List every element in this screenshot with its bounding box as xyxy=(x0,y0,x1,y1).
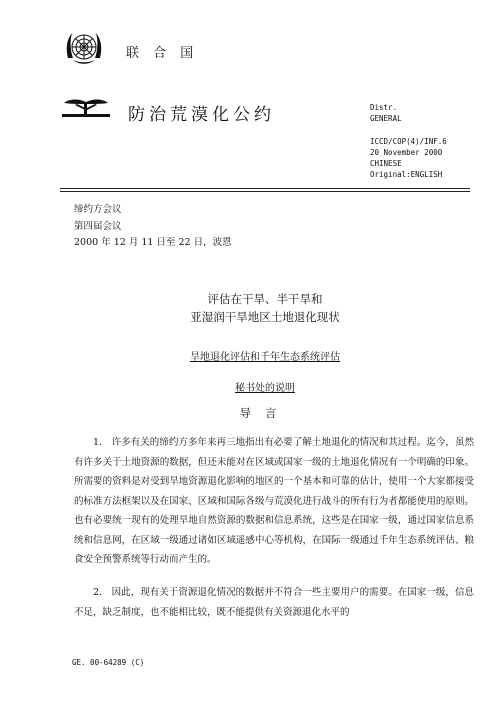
un-emblem-icon xyxy=(64,28,104,68)
paragraph-1: 1. 许多有关的缔约方多年来再三地指出有必要了解土地退化的情况和其过程。迄今，虽然有许多关于土地资源的数据，但还未能对在区域或国家一级的土地退化情况有一个明确的印象。所需要的资料是对受到旱地资源退化影响的地区的一个基本和可靠的估计，使用一个大家都接受的标准方法框架以及在国家、区域和国际各级与荒漠化进行战斗的所有行为者都能使用的原则。也有必要统一现有的处理旱地自然资源的数据和信息系统，这些是在国家一级，通过国家信息系统和信息网，在区域一级通过诸如区域遥感中心等机构，在国际一级通过千年生态系统评估、粮食安全预警系统等行动而产生的。 xyxy=(74,437,474,565)
section-heading: 导言 xyxy=(239,406,291,420)
title-line: 亚湿润干旱地区土地退化现状 xyxy=(190,310,340,324)
secretariat-note: 秘书处的说明 xyxy=(235,383,295,394)
header-divider-top xyxy=(60,188,470,189)
document-subtitle: 旱地退化评估和千年生态系统评估 xyxy=(190,352,340,363)
header-divider-bottom xyxy=(60,191,470,192)
session-info xyxy=(74,202,232,252)
document-symbol: ICCD/COP(4)/INF.6 20 November 2000 CHINESE Original:ENGLISH xyxy=(370,137,447,179)
document-title xyxy=(60,290,470,326)
title-line: 评估在干旱、半干旱和 xyxy=(207,292,323,306)
job-number: GE. 00-64289 (C) xyxy=(72,658,145,667)
acacia-tree-logo-icon xyxy=(60,96,112,120)
session-line: 第四届会议 xyxy=(74,220,122,232)
session-line: 2000 年 12 月 11 日至 22 日，波恩 xyxy=(74,237,232,248)
session-line: 缔约方会议 xyxy=(74,204,122,215)
paragraph-2: 2. 因此，现有关于资源退化情况的数据并不符合一些主要用户的需要。在国家一级，信息不足，缺乏制度，也不能相比较，既不能提供有关资源退化水平的 xyxy=(74,587,474,618)
convention-title: 防治荒漠化公约 xyxy=(128,105,275,125)
organization-name: 联 合 国 xyxy=(126,46,199,61)
distribution-label: Distr. GENERAL xyxy=(370,103,402,123)
